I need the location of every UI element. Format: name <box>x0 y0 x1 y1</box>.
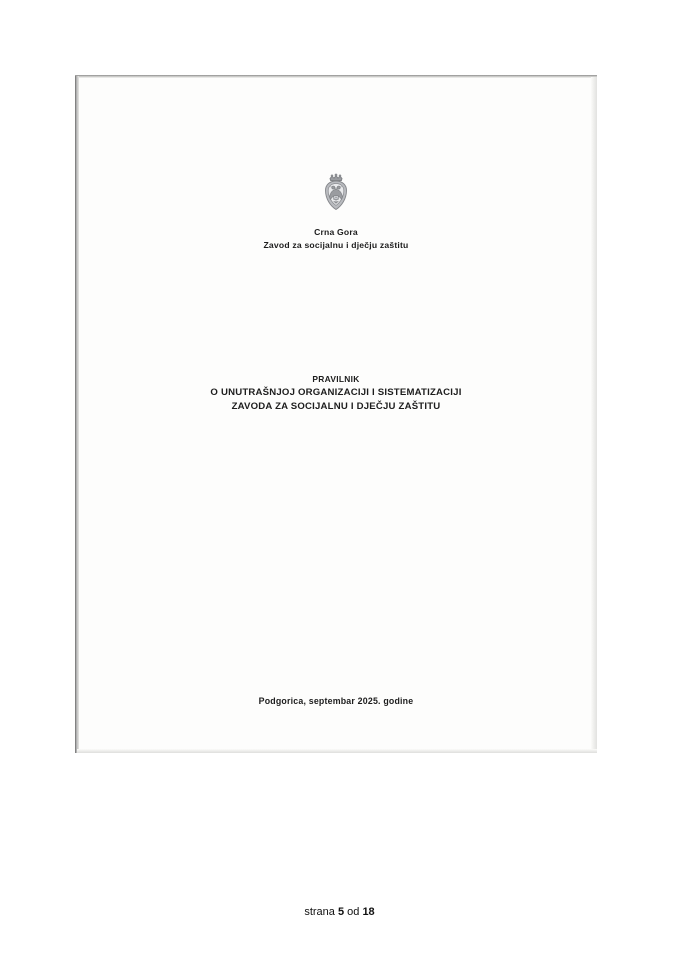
organization-block <box>75 226 597 252</box>
page-indicator <box>0 906 679 918</box>
page-indicator-current: 5 <box>337 906 345 918</box>
page-indicator-middle: od <box>344 906 363 918</box>
coat-of-arms-container <box>75 173 597 218</box>
document-title-line-2: O UNUTRAŠNJOJ ORGANIZACIJI I SISTEMATIZACIJI <box>210 387 462 398</box>
page-indicator-prefix: strana <box>304 906 338 918</box>
montenegro-coat-of-arms-icon <box>319 173 353 213</box>
page-content <box>75 75 597 753</box>
document-title-line-3: ZAVODA ZA SOCIJALNU I DJEČJU ZAŠTITU <box>231 401 441 412</box>
institution-name: Zavod za socijalnu i dječju zaštitu <box>263 240 409 250</box>
page-indicator-total: 18 <box>362 906 375 918</box>
scanned-page-sheet <box>75 75 597 753</box>
place-and-date: Podgorica, septembar 2025. godine <box>258 696 414 706</box>
country-name: Crna Gora <box>314 227 358 237</box>
document-title-block <box>75 372 597 414</box>
document-title-line-1: PRAVILNIK <box>312 374 360 384</box>
